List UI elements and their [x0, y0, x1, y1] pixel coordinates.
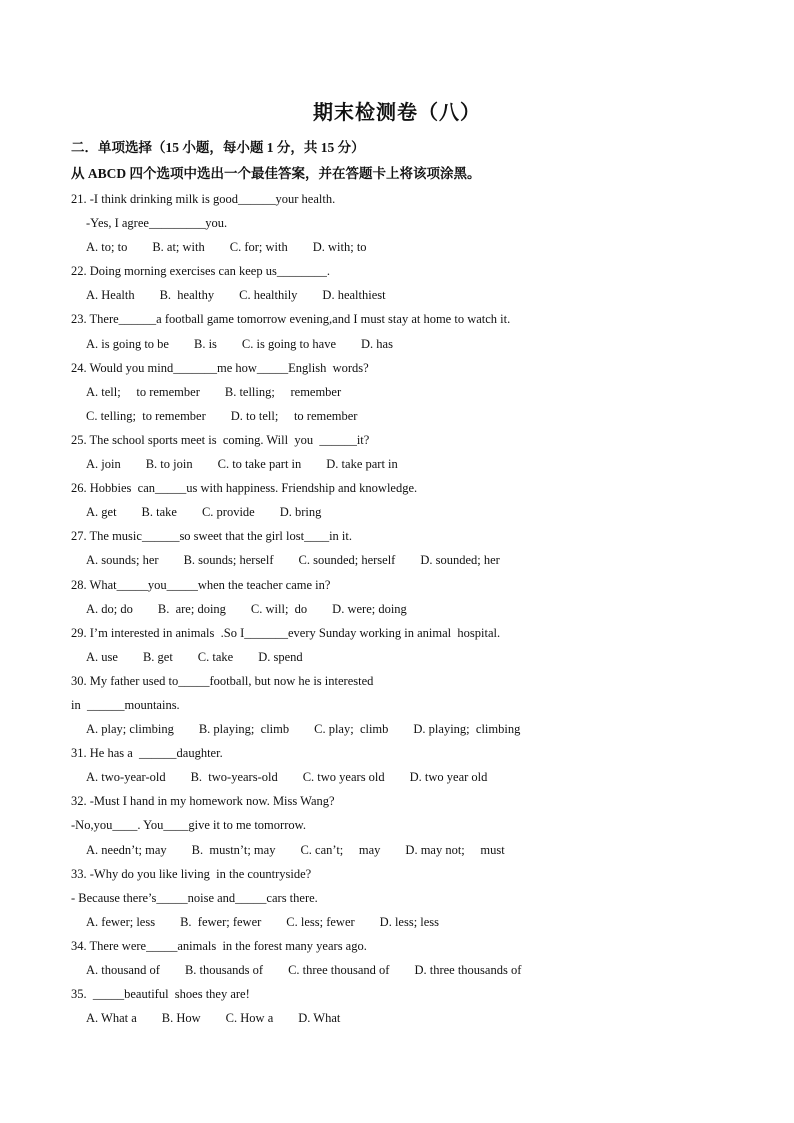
question-stem: 28. What_____you_____when the teacher came in?: [71, 577, 331, 592]
answer-options: A. sounds; her B. sounds; herself C. sounded; herself D. sounded; her: [86, 553, 500, 568]
answer-options: A. needn’t; may B. mustn’t; may C. can’t; may D. may not; must: [86, 842, 505, 857]
answer-options: A. join B. to join C. to take part in D. take part in: [86, 457, 398, 472]
section-heading: 二．单项选择（15 小题，每小题 1 分，共 15 分）: [71, 140, 365, 155]
answer-options: A. use B. get C. take D. spend: [86, 649, 303, 664]
question-stem: 26. Hobbies can_____us with happiness. Friendship and knowledge.: [71, 481, 418, 496]
question-stem: 32. -Must I hand in my homework now. Miss Wang?: [71, 794, 335, 809]
answer-options: A. Health B. healthy C. healthily D. healthiest: [86, 288, 386, 303]
answer-options: A. to; to B. at; with C. for; with D. with; to: [86, 240, 367, 255]
question-stem: 30. My father used to_____football, but now he is interested: [71, 673, 374, 688]
page-title: 期末检测卷（八）: [313, 102, 481, 124]
question-stem: 24. Would you mind_______me how_____English words?: [71, 360, 369, 375]
question-stem: 33. -Why do you like living in the countryside?: [71, 866, 312, 881]
answer-options: A. is going to be B. is C. is going to have D. has: [86, 336, 393, 351]
question-stem: 34. There were_____animals in the forest many years ago.: [71, 938, 367, 953]
question-reply: -Yes, I agree_________you.: [86, 216, 228, 231]
question-list: [0, 189, 794, 1032]
question-stem: 21. -I think drinking milk is good______your health.: [71, 192, 336, 206]
answer-options: A. two-year-old B. two-years-old C. two years old D. two year old: [86, 770, 488, 785]
answer-options: A. play; climbing B. playing; climb C. play; climb D. playing; climbing: [86, 722, 521, 737]
question-stem: 27. The music______so sweet that the girl lost____in it.: [71, 529, 352, 544]
question-stem: 23. There______a football game tomorrow evening,and I must stay at home to watch it.: [71, 312, 511, 327]
answer-options: A. fewer; less B. fewer; fewer C. less; fewer D. less; less: [86, 914, 440, 929]
question-stem: -No,you____. You____give it to me tomorrow.: [71, 818, 306, 833]
question-stem: 35. _____beautiful shoes they are!: [71, 987, 250, 1002]
question-stem: 22. Doing morning exercises can keep us________.: [71, 264, 330, 279]
question-stem: 29. I’m interested in animals .So I_______every Sunday working in animal hospital.: [71, 625, 501, 640]
answer-options: A. thousand of B. thousands of C. three thousand of D. three thousands of: [86, 963, 522, 977]
question-stem: in ______mountains.: [71, 697, 180, 712]
question-stem: 31. He has a ______daughter.: [71, 746, 223, 761]
question-stem: - Because there’s_____noise and_____cars there.: [71, 890, 318, 905]
answer-options: A. get B. take C. provide D. bring: [86, 505, 322, 520]
answer-options: A. What a B. How C. How a D. What: [86, 1011, 341, 1026]
answer-options: C. telling; to remember D. to tell; to remember: [86, 408, 358, 423]
answer-options: A. tell; to remember B. telling; remember: [86, 384, 342, 399]
section-instruction: 从 ABCD 四个选项中选出一个最佳答案，并在答题卡上将该项涂黑。: [71, 166, 481, 181]
answer-options: A. do; do B. are; doing C. will; do D. were; doing: [86, 601, 407, 616]
question-stem: 25. The school sports meet is coming. Will you ______it?: [71, 432, 370, 447]
